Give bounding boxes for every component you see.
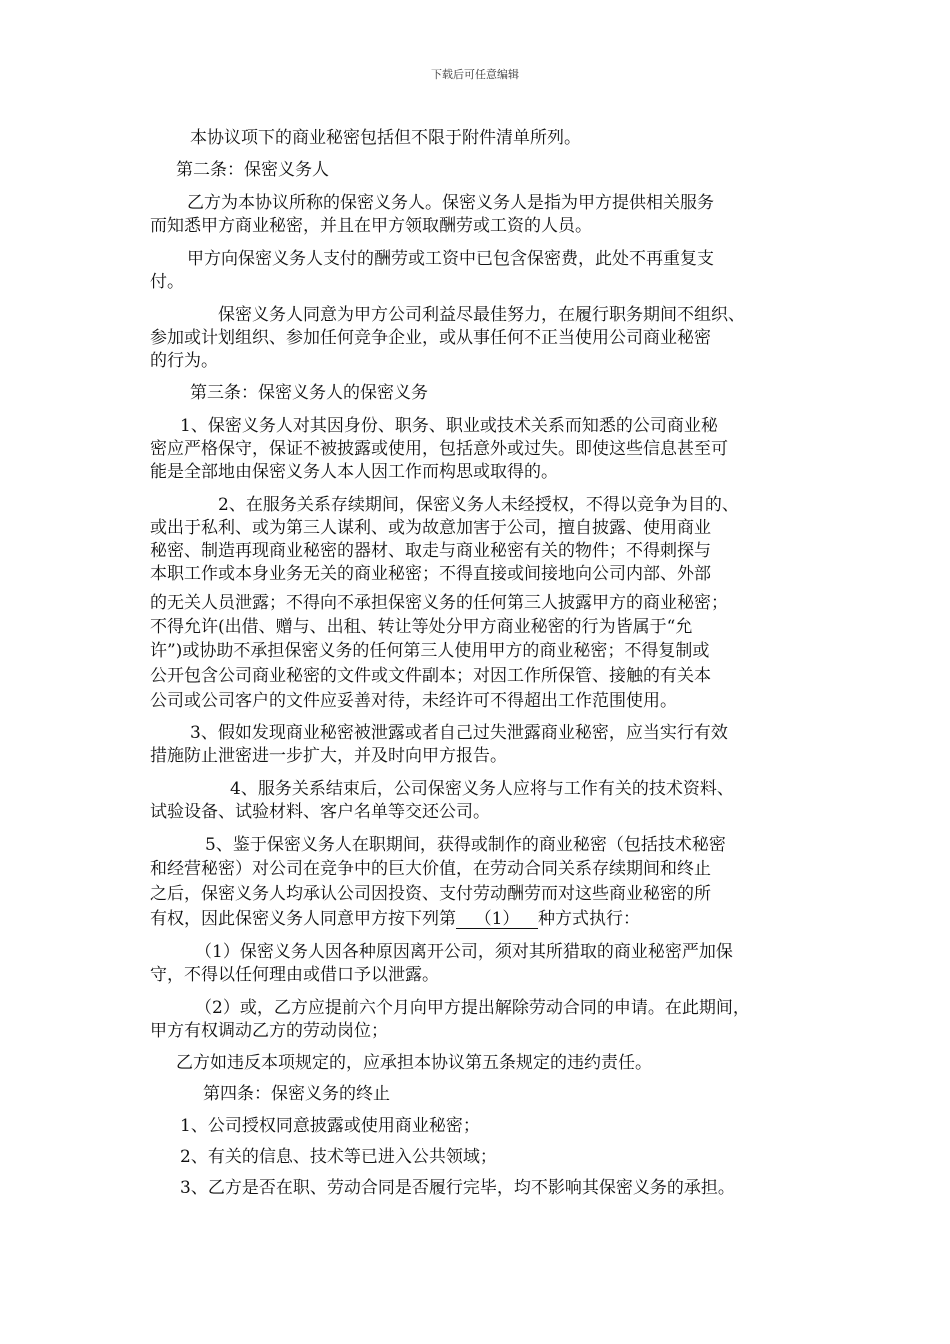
- text-line: 4、服务关系结束后，公司保密义务人应将与工作有关的技术资料、: [230, 779, 734, 799]
- text-line: 甲方向保密义务人支付的酬劳或工资中已包含保密费，此处不再重复支: [187, 249, 714, 269]
- text-line: （2）或，乙方应提前六个月向甲方提出解除劳动合同的申请。在此期间，: [195, 998, 750, 1018]
- text-segment: 种方式执行：: [538, 909, 640, 929]
- text-line: 乙方如违反本项规定的，应承担本协议第五条规定的违约责任。: [176, 1053, 652, 1073]
- article-2-heading: 第二条：保密义务人: [176, 160, 329, 180]
- page-header: 下载后可任意编辑: [431, 68, 519, 81]
- text-line: 不得允许(出借、赠与、出租、转让等处分甲方商业秘密的行为皆属于“允: [150, 617, 693, 637]
- text-line: 本职工作或本身业务无关的商业秘密；不得直接或间接地向公司内部、外部: [150, 564, 711, 584]
- text-line: 能是全部地由保密义务人本人因工作而构思或取得的。: [150, 462, 558, 482]
- text-line: 付。: [150, 272, 184, 292]
- text-line: 参加或计划组织、参加任何竞争企业，或从事任何不正当使用公司商业秘密: [150, 328, 711, 348]
- text-line: 1、保密义务人对其因身份、职务、职业或技术关系而知悉的公司商业秘: [180, 416, 718, 436]
- text-line: [150, 908, 640, 930]
- text-line: 许”)或协助不承担保密义务的任何第三人使用甲方的商业秘密；不得复制或: [150, 641, 710, 661]
- article-4-heading: 第四条：保密义务的终止: [203, 1084, 390, 1104]
- text-line: 和经营秘密）对公司在竞争中的巨大价值，在劳动合同关系存续期间和终止: [150, 859, 711, 879]
- text-line: 的无关人员泄露；不得向不承担保密义务的任何第三人披露甲方的商业秘密；: [150, 593, 728, 613]
- text-line: （1）保密义务人因各种原因离开公司，须对其所猎取的商业秘密严加保: [195, 942, 733, 962]
- option-blank: （1）: [456, 910, 538, 929]
- text-line: 5、鉴于保密义务人在职期间，获得或制作的商业秘密（包括技术秘密: [205, 835, 726, 855]
- text-line: 试验设备、试验材料、客户名单等交还公司。: [150, 802, 490, 822]
- text-line: 公司或公司客户的文件应妥善对待，未经许可不得超出工作范围使用。: [150, 691, 677, 711]
- text-line: 甲方有权调动乙方的劳动岗位；: [150, 1021, 388, 1041]
- text-line: 之后，保密义务人均承认公司因投资、支付劳动酬劳而对这些商业秘密的所: [150, 884, 711, 904]
- text-line: 而知悉甲方商业秘密，并且在甲方领取酬劳或工资的人员。: [150, 216, 592, 236]
- text-line: 密应严格保守，保证不被披露或使用，包括意外或过失。即使这些信息甚至可: [150, 439, 728, 459]
- text-line: 保密义务人同意为甲方公司利益尽最佳努力，在履行职务期间不组织、: [218, 305, 745, 325]
- text-line: 3、乙方是否在职、劳动合同是否履行完毕，均不影响其保密义务的承担。: [180, 1178, 735, 1198]
- text-segment: 有权，因此保密义务人同意甲方按下列第: [150, 909, 456, 929]
- text-line: 2、有关的信息、技术等已进入公共领域；: [180, 1147, 497, 1167]
- text-line: 或出于私利、或为第三人谋利、或为故意加害于公司，擅自披露、使用商业: [150, 518, 711, 538]
- text-line: 公开包含公司商业秘密的文件或文件副本；对因工作所保管、接触的有关本: [150, 666, 711, 686]
- text-line: 秘密、制造再现商业秘密的器材、取走与商业秘密有关的物件；不得刺探与: [150, 541, 711, 561]
- text-line: 3、假如发现商业秘密被泄露或者自己过失泄露商业秘密，应当实行有效: [190, 723, 728, 743]
- text-line: 1、公司授权同意披露或使用商业秘密；: [180, 1116, 480, 1136]
- text-line: 的行为。: [150, 351, 218, 371]
- text-line: 本协议项下的商业秘密包括但不限于附件清单所列。: [190, 128, 581, 148]
- text-line: 措施防止泄密进一步扩大，并及时向甲方报告。: [150, 746, 507, 766]
- text-line: 2、在服务关系存续期间，保密义务人未经授权，不得以竞争为目的、: [218, 495, 739, 515]
- text-line: 守，不得以任何理由或借口予以泄露。: [150, 965, 439, 985]
- article-3-heading: 第三条：保密义务人的保密义务: [190, 383, 428, 403]
- text-line: 乙方为本协议所称的保密义务人。保密义务人是指为甲方提供相关服务: [187, 193, 714, 213]
